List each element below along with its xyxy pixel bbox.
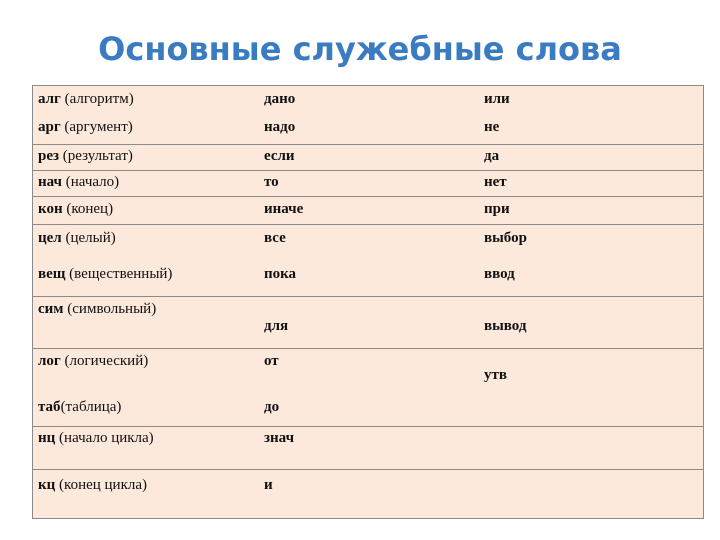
keyword: алг <box>38 91 61 107</box>
keyword-cell <box>38 174 119 191</box>
keyword: выбор <box>484 230 527 246</box>
keyword: то <box>264 174 279 190</box>
keyword-description: (начало цикла) <box>55 430 154 446</box>
keyword: лог <box>38 353 61 369</box>
table-row <box>33 349 703 427</box>
table-row <box>33 297 703 349</box>
keyword-cell <box>38 230 116 247</box>
keyword: иначе <box>264 201 304 217</box>
keyword: или <box>484 91 510 107</box>
keyword-description: (символьный) <box>63 301 157 317</box>
keyword-cell <box>38 399 121 416</box>
keyword: рез <box>38 148 60 164</box>
keyword-description: (целый) <box>61 230 116 246</box>
keyword-cell <box>38 430 154 447</box>
keyword: не <box>484 119 500 135</box>
keyword-description: (логический) <box>60 353 149 369</box>
keyword: знач <box>264 430 295 446</box>
keyword-cell <box>38 201 113 218</box>
keyword: нет <box>484 174 507 190</box>
keyword: нач <box>38 174 63 190</box>
keyword: вещ <box>38 266 66 282</box>
keyword: утв <box>484 367 507 383</box>
keyword: и <box>264 477 273 493</box>
keyword-cell <box>38 119 133 136</box>
table-row <box>33 197 703 225</box>
keyword: кон <box>38 201 63 217</box>
table-row <box>33 225 703 297</box>
keyword-cell <box>38 266 172 283</box>
keywords-table <box>32 85 704 519</box>
page-title: Основные служебные слова <box>98 30 622 68</box>
keyword: сим <box>38 301 64 317</box>
keyword: пока <box>264 266 297 282</box>
keyword-cell <box>38 353 148 370</box>
keyword: кц <box>38 477 56 493</box>
keyword-description: (таблица) <box>60 399 122 415</box>
keyword: при <box>484 201 510 217</box>
keyword-description: (результат) <box>59 148 133 164</box>
keyword-description: (начало) <box>62 174 120 190</box>
keyword: если <box>264 148 295 164</box>
table-row <box>33 171 703 197</box>
table-row <box>33 145 703 171</box>
keyword: цел <box>38 230 62 246</box>
keyword: для <box>264 318 289 334</box>
keyword-cell <box>38 148 133 165</box>
keyword: вывод <box>484 318 527 334</box>
table-row <box>33 427 703 470</box>
keyword-cell <box>38 91 134 108</box>
keyword-description: (конец цикла) <box>55 477 148 493</box>
keyword: все <box>264 230 286 246</box>
keyword: до <box>264 399 280 415</box>
keyword: ввод <box>484 266 515 282</box>
keyword-description: (аргумент) <box>60 119 133 135</box>
keyword: да <box>484 148 500 164</box>
keyword: нц <box>38 430 56 446</box>
keyword-cell <box>38 301 156 318</box>
keyword: от <box>264 353 279 369</box>
table-row <box>33 86 703 145</box>
keyword-description: (вещественный) <box>65 266 173 282</box>
table-row <box>33 470 703 518</box>
keyword-description: (алгоритм) <box>60 91 134 107</box>
keyword: таб <box>38 399 61 415</box>
keyword: надо <box>264 119 296 135</box>
keyword: арг <box>38 119 61 135</box>
keyword-cell <box>38 477 147 494</box>
keyword: дано <box>264 91 296 107</box>
keyword-description: (конец) <box>62 201 114 217</box>
